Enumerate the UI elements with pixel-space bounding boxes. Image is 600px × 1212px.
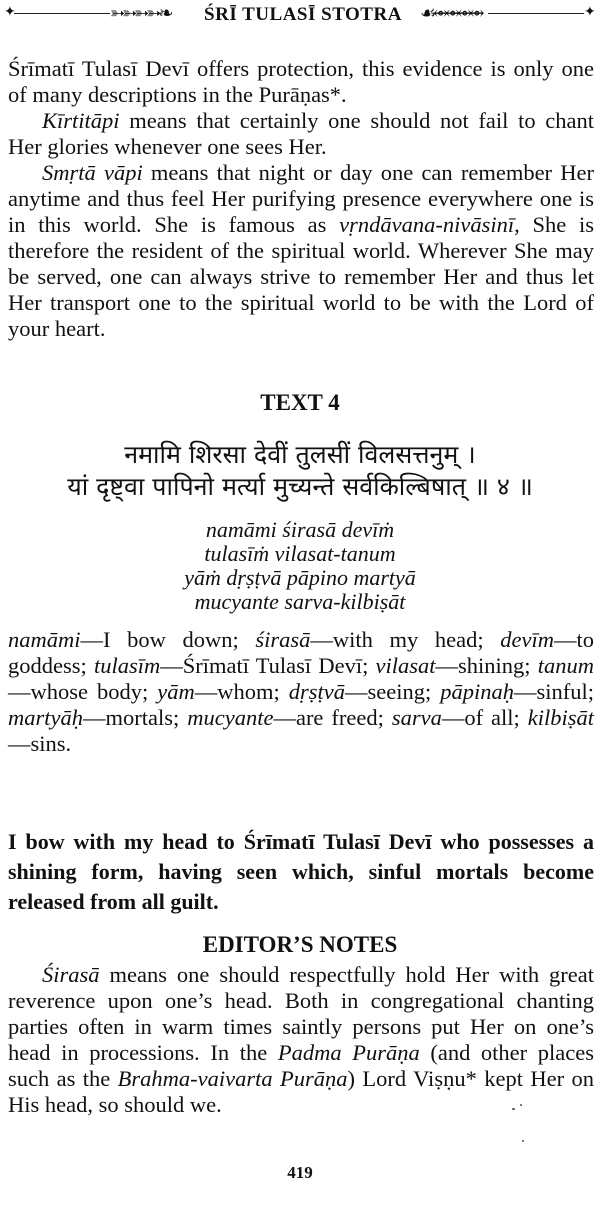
synonym-meaning: shining; bbox=[458, 653, 531, 678]
notes-text: (and other places such as the bbox=[8, 1040, 594, 1091]
synonym-meaning: to goddess; bbox=[8, 627, 595, 678]
paragraph-term: Kīrtitāpi bbox=[42, 108, 120, 133]
notes-paragraph bbox=[8, 962, 594, 1118]
paragraph-text: means that certainly one should not fail to chant Her glories whenever one sees Her. bbox=[8, 108, 594, 159]
transliteration-line: mucyante sarva-kilbiṣāt bbox=[194, 589, 406, 614]
synonym-word: kilbiṣāt bbox=[527, 705, 595, 730]
synonym-meaning: whose body; bbox=[30, 679, 149, 704]
synonym-word: śirasā bbox=[255, 627, 311, 652]
notes-text: means one should respectfully hold Her with great reverence upon one’s head. Both in congregational chanting parties often in warm times saintly persons put Her on one’s head in processions. In the bbox=[8, 962, 594, 1065]
paragraph-term: vṛndāvana-nivāsinī, bbox=[339, 212, 520, 237]
running-title: ŚRĪ TULASĪ STOTRA bbox=[204, 4, 402, 25]
scan-speck bbox=[512, 1108, 515, 1110]
notes-term: Śirasā bbox=[42, 962, 100, 987]
page-number: 419 bbox=[287, 1163, 313, 1182]
translation: I bow with my head to Śrīmatī Tulasī Devī who possesses a shining form, having seen which, sinful mortals become released from all guilt. bbox=[8, 829, 594, 914]
synonym-word: tanum bbox=[537, 653, 594, 678]
transliteration bbox=[0, 518, 600, 614]
arrow-tip-right-icon: ✦ bbox=[584, 5, 596, 20]
transliteration-line: yāṁ dṛṣṭvā pāpino martyā bbox=[184, 565, 416, 590]
synonym-word: tulasīm bbox=[93, 653, 161, 678]
notes-term: Brahma-vaivarta Purāṇa bbox=[117, 1066, 348, 1091]
synonym-word: namāmi bbox=[8, 627, 81, 652]
paragraph-term: Smṛtā vāpi bbox=[42, 160, 143, 185]
synonym-meaning: mortals; bbox=[105, 705, 180, 730]
running-header bbox=[0, 2, 600, 24]
synonym-word: vilasat bbox=[375, 653, 436, 678]
synonym-word: mucyante bbox=[187, 705, 274, 730]
header-rule-right bbox=[488, 13, 584, 14]
notes-text: ) Lord Viṣṇu* kept Her on His head, so should we. bbox=[8, 1066, 594, 1117]
synonym-meaning: seeing; bbox=[367, 679, 432, 704]
synonym-meaning: are freed; bbox=[295, 705, 384, 730]
editors-notes bbox=[8, 962, 594, 1118]
synonym-word: dṛṣṭvā bbox=[288, 679, 346, 704]
ornament-right-icon: ☙⥈⥈⥈⥈ bbox=[420, 3, 482, 23]
synonyms bbox=[8, 627, 594, 757]
synonym-meaning: whom; bbox=[217, 679, 280, 704]
synonyms-paragraph: namāmi—I bow down; śirasā—with my head; devīm—to goddess; tulasīm—Śrīmatī Tulasī Devī; vilasat—shining; tanum—whose body; yām—whom; dṛṣṭvā—seeing; pāpinaḥ—sinful; martyāḥ—mortals; mucyante—are freed; sarva—of all; kilbiṣāt—sins. bbox=[8, 627, 595, 756]
synonym-meaning: sins. bbox=[30, 731, 72, 756]
synonym-meaning: with my head; bbox=[332, 627, 484, 652]
verse-heading: TEXT 4 bbox=[260, 390, 340, 415]
synonym-meaning: of all; bbox=[464, 705, 520, 730]
notes-heading: EDITOR’S NOTES bbox=[202, 932, 398, 957]
synonym-meaning: sinful; bbox=[536, 679, 595, 704]
paragraph-text: Śrīmatī Tulasī Devī offers protection, this evidence is only one of many descriptions in the Purāṇas*. bbox=[8, 56, 594, 107]
ornament-left-icon: ➳➳➳➳❧ bbox=[110, 3, 171, 23]
scan-speck bbox=[520, 1104, 522, 1106]
header-rule-left bbox=[14, 13, 110, 14]
transliteration-line: namāmi śirasā devīṁ bbox=[205, 517, 395, 542]
scan-speck bbox=[522, 1140, 524, 1142]
synonym-meaning: Śrīmatī Tulasī Devī; bbox=[182, 653, 369, 678]
synonym-word: pāpinaḥ bbox=[440, 679, 515, 704]
synonym-word: martyāḥ bbox=[8, 705, 83, 730]
synonym-word: yām bbox=[157, 679, 195, 704]
synonym-meaning: I bow down; bbox=[103, 627, 239, 652]
paragraph-text: means that night or day one can remember Her anytime and thus feel Her purifying presence everywhere one is in this world. She is famous as bbox=[8, 160, 594, 237]
devanagari-line: नमामि शिरसा देवीं तुलसीं विलसत्तनुम् । bbox=[124, 440, 476, 469]
paragraph-text: She is therefore the resident of the spiritual world. Wherever She may be served, one can always strive to remember Her and thus let Her transport one to the spiritual world to be with the Lord of your heart. bbox=[8, 212, 594, 341]
arrow-tip-left-icon: ✦ bbox=[4, 5, 16, 20]
paragraph bbox=[8, 108, 594, 160]
paragraph bbox=[8, 56, 594, 108]
notes-term: Padma Purāṇa bbox=[277, 1040, 420, 1065]
paragraph bbox=[8, 160, 594, 342]
synonym-word: devīm bbox=[500, 627, 554, 652]
devanagari-line: यां दृष्ट्वा पापिनो मर्त्या मुच्यन्ते सर्वकिल्बिषात् ॥ ४ ॥ bbox=[67, 472, 533, 501]
transliteration-line: tulasīṁ vilasat-tanum bbox=[204, 541, 396, 566]
purport-text bbox=[8, 56, 594, 342]
synonym-word: sarva bbox=[391, 705, 442, 730]
